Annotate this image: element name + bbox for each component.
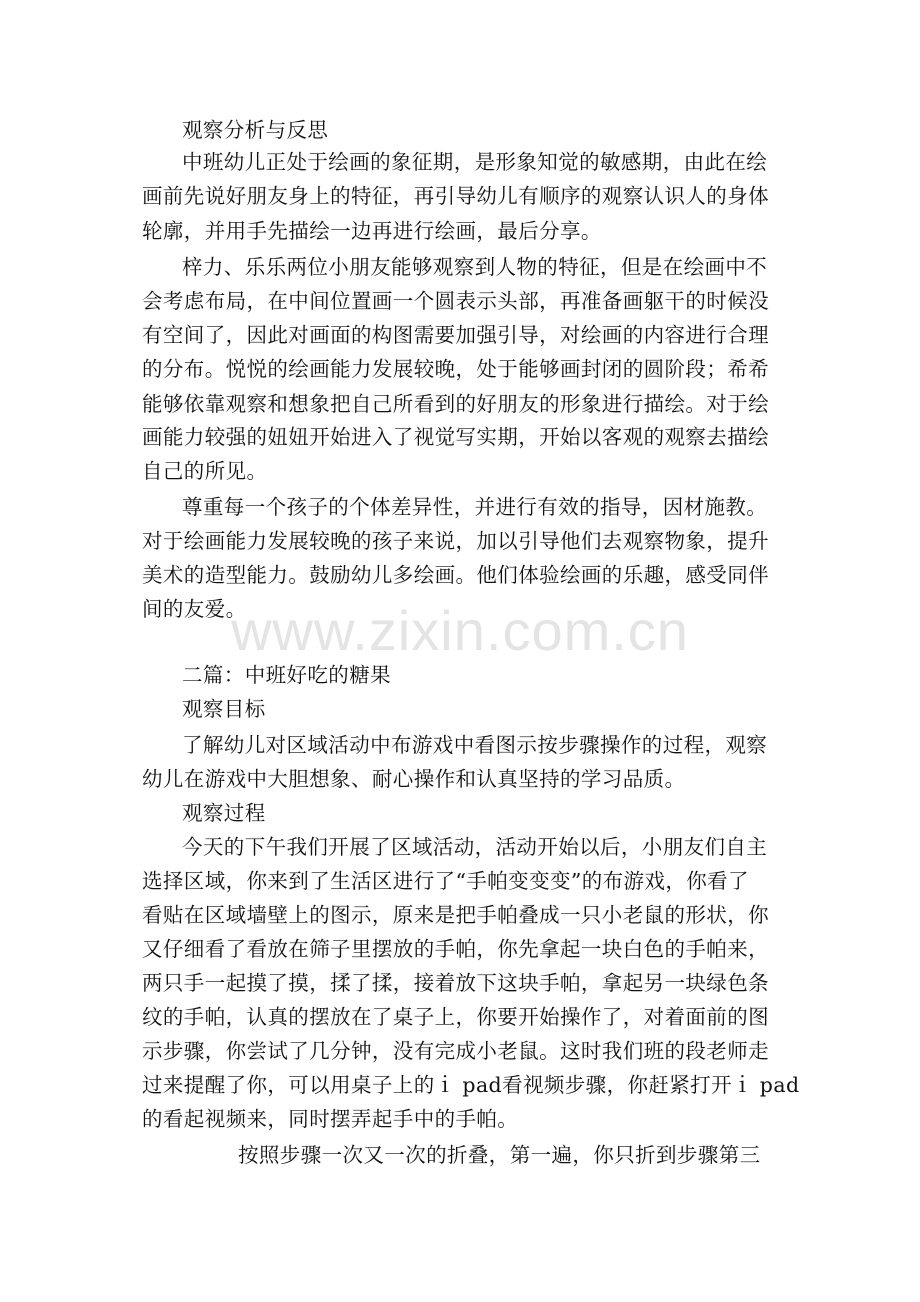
paragraph-line: 中班幼儿正处于绘画的象征期，是形象知觉的敏感期，由此在绘 (182, 150, 768, 174)
paragraph-line: 画前先说好朋友身上的特征，再引导幼儿有顺序的观察认识人的身体 (142, 184, 769, 208)
section-heading: 观察分析与反思 (182, 118, 329, 142)
paragraph-line: 画能力较强的妞妞开始进入了视觉写实期，开始以客观的观察去描绘 (142, 425, 769, 449)
paragraph-line: 示步骤，你尝试了几分钟，没有完成小老鼠。这时我们班的段老师走 (142, 1039, 769, 1063)
paragraph-line: 按照步骤一次又一次的折叠，第一遍，你只折到步骤第三 (238, 1143, 761, 1167)
paragraph-line: 选择区域，你来到了生活区进行了“手帕变变变”的布游戏，你看了 (142, 869, 749, 893)
paragraph-line: 对于绘画能力发展较晚的孩子来说，加以引导他们去观察物象，提升 (142, 529, 769, 553)
paragraph-line: 尊重每一个孩子的个体差异性，并进行有效的指导，因材施教。 (182, 495, 768, 519)
paragraph-line: 了解幼儿对区域活动中布游戏中看图示按步骤操作的过程，观察 (182, 733, 768, 757)
watermark: www.zixin.com.cn (231, 599, 689, 662)
paragraph-line: 美术的造型能力。鼓励幼儿多绘画。他们体验绘画的乐趣，感受同伴 (142, 563, 769, 587)
section-heading: 观察目标 (182, 697, 266, 721)
paragraph-line: 看贴在区域墙壁上的图示，原来是把手帕叠成一只小老鼠的形状，你 (142, 903, 769, 927)
paragraph-line: 幼儿在游戏中大胆想象、耐心操作和认真坚持的学习品质。 (142, 767, 686, 791)
paragraph-line: 的分布。悦悦的绘画能力发展较晚，处于能够画封闭的圆阶段；希希 (142, 357, 769, 381)
paragraph-line: 会考虑布局，在中间位置画一个圆表示头部，再准备画躯干的时候没 (142, 289, 769, 313)
paragraph-line: 两只手一起摸了摸，揉了揉，接着放下这块手帕，拿起另一块绿色条 (142, 971, 769, 995)
paragraph-line: 能够依靠观察和想象把自己所看到的好朋友的形象进行描绘。对于绘 (142, 392, 769, 416)
paragraph-line: 又仔细看了看放在筛子里摆放的手帕，你先拿起一块白色的手帕来， (142, 937, 769, 961)
paragraph-line: 的看起视频来，同时摆弄起手中的手帕。 (142, 1107, 519, 1131)
paragraph-line: 纹的手帕，认真的摆放在了桌子上，你要开始操作了，对着面前的图 (142, 1005, 769, 1029)
paragraph-line: 轮廓，并用手先描绘一边再进行绘画，最后分享。 (142, 219, 602, 243)
section-heading: 观察过程 (182, 801, 266, 825)
paragraph-line: 过来提醒了你，可以用桌子上的ｉ pad看视频步骤，你赶紧打开ｉ pad (142, 1073, 800, 1097)
paragraph-line: 梓力、乐乐两位小朋友能够观察到人物的特征，但是在绘画中不 (182, 255, 768, 279)
paragraph-line: 自己的所见。 (142, 459, 268, 483)
paragraph-line: 有空间了，因此对画面的构图需要加强引导，对绘画的内容进行合理 (142, 323, 769, 347)
paragraph-line: 间的友爱。 (142, 597, 247, 621)
article-title: 二篇：中班好吃的糖果 (182, 663, 391, 687)
paragraph-line: 今天的下午我们开展了区域活动，活动开始以后，小朋友们自主 (182, 835, 768, 859)
